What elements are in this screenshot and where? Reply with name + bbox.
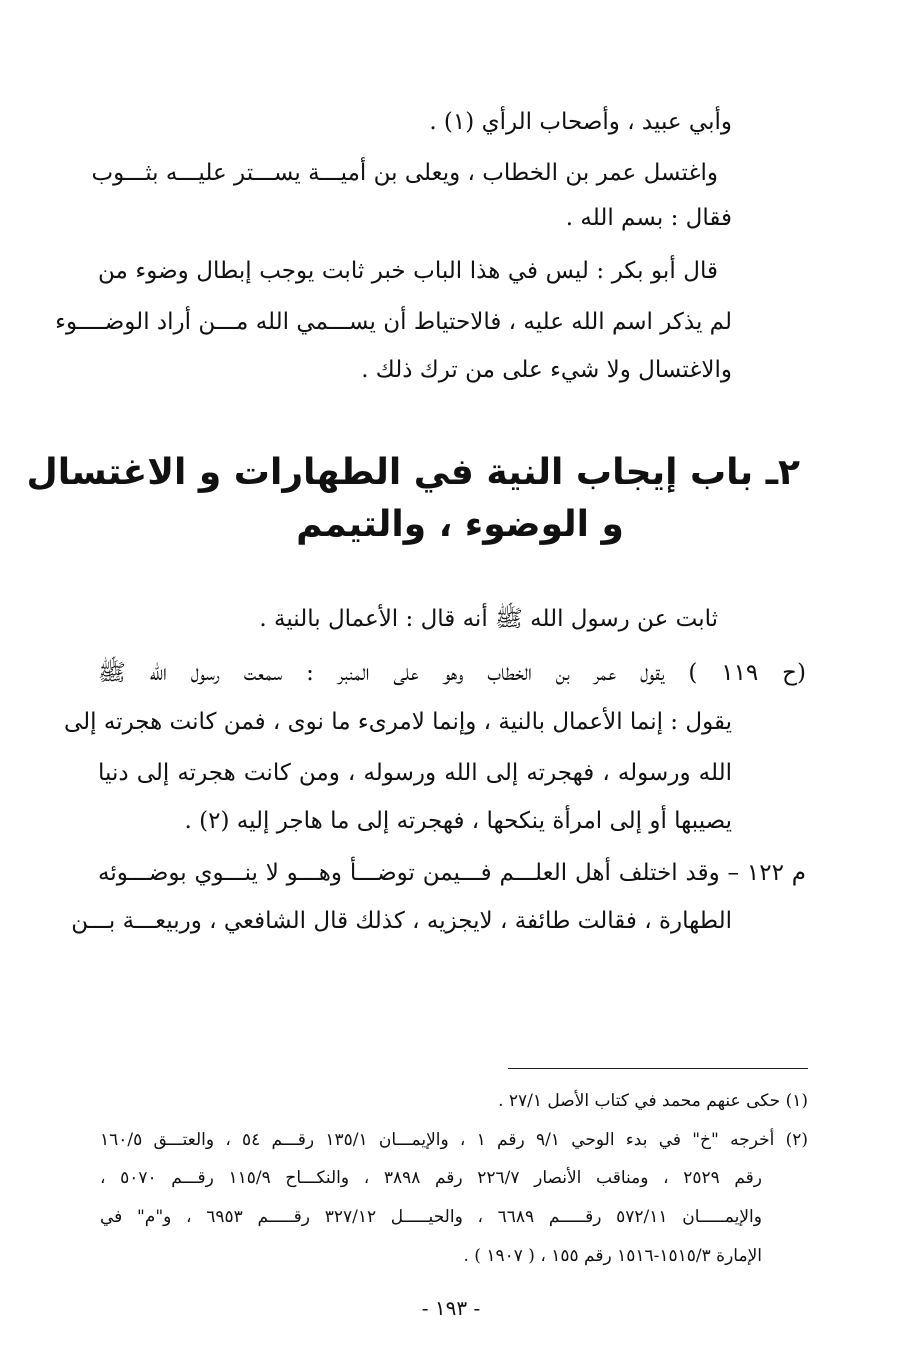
hadith-intro: ثابت عن رسول الله ﷺ أنه قال : الأعمال بالنية . — [259, 606, 718, 632]
page-number: - ١٩٣ - — [421, 1296, 481, 1320]
hadith-line: (ح ١١٩ ) يقول عمر بن الخطاب وهو على المنبر : سمعت رسول الله ﷺ — [98, 660, 806, 686]
footnote-1: (١) حكى عنهم محمد في كتاب الأصل ٢٧/١ . — [498, 1091, 808, 1111]
hadith-line: يقول : إنما الأعمال بالنية ، وإنما لامرىء ما نوى ، فمن كانت هجرته إلى — [63, 709, 732, 735]
body-text-line: قال أبو بكر : ليس في هذا الباب خبر ثابت يوجب إبطال وضوء من — [98, 258, 718, 284]
masala-line: م ١٢٢ – وقد اختلف أهل العلـــم فـــيمن توضـــأ وهـــو لا ينـــوي بوضـــوئه — [98, 860, 806, 886]
body-text-line: وأبي عبيد ، وأصحاب الرأي (١) . — [429, 109, 732, 135]
footnote-2-line: رقم ٢٥٢٩ ، ومناقب الأنصار ٢٢٦/٧ رقم ٣٨٩٨ ، والنكـــاح ١١٥/٩ رقـــم ٥٠٧٠ ، — [100, 1168, 762, 1188]
hadith-line: يصيبها أو إلى امرأة ينكحها ، فهجرته إلى ما هاجر إليه (٢) . — [184, 808, 732, 834]
body-text-line: والاغتسال ولا شيء على من ترك ذلك . — [361, 357, 732, 383]
masala-line: الطهارة ، فقالت طائفة ، لايجزيه ، كذلك قال الشافعي ، وربيعـــة بـــن — [71, 908, 732, 934]
footnote-separator — [508, 1068, 808, 1069]
body-text-line: فقال : بسم الله . — [565, 205, 732, 231]
hadith-line: الله ورسوله ، فهجرته إلى الله ورسوله ، ومن كانت هجرته إلى دنيا — [98, 760, 732, 786]
chapter-heading: ٢ـ باب إيجاب النية في الطهارات و الاغتسال — [26, 452, 800, 493]
footnote-2-line: والإيمـــــان ٥٧٢/١١ رقـــــم ٦٦٨٩ ، والحيـــــل ٣٢٧/١٢ رقـــــم ٦٩٥٣ ، و"م" في — [100, 1207, 762, 1227]
footnote-2-line: (٢) أخرجه "خ" في بدء الوحي ٩/١ رقم ١ ، والإيمـــان ١٣٥/١ رقـــم ٥٤ ، والعتـــق ١٦٠/٥ — [100, 1130, 808, 1150]
body-text-line: واغتسل عمر بن الخطاب ، ويعلى بن أميـــة يســـتر عليـــه بثـــوب — [91, 160, 718, 186]
chapter-heading-subline: و الوضوء ، والتيمم — [296, 504, 624, 545]
body-text-line: لم يذكر اسم الله عليه ، فالاحتياط أن يســـمي الله مـــن أراد الوضــــوء — [55, 309, 732, 335]
footnote-2-line: الإمارة ١٥١٥/٣-١٥١٦ رقم ١٥٥ ، ( ١٩٠٧ ) . — [463, 1246, 762, 1266]
